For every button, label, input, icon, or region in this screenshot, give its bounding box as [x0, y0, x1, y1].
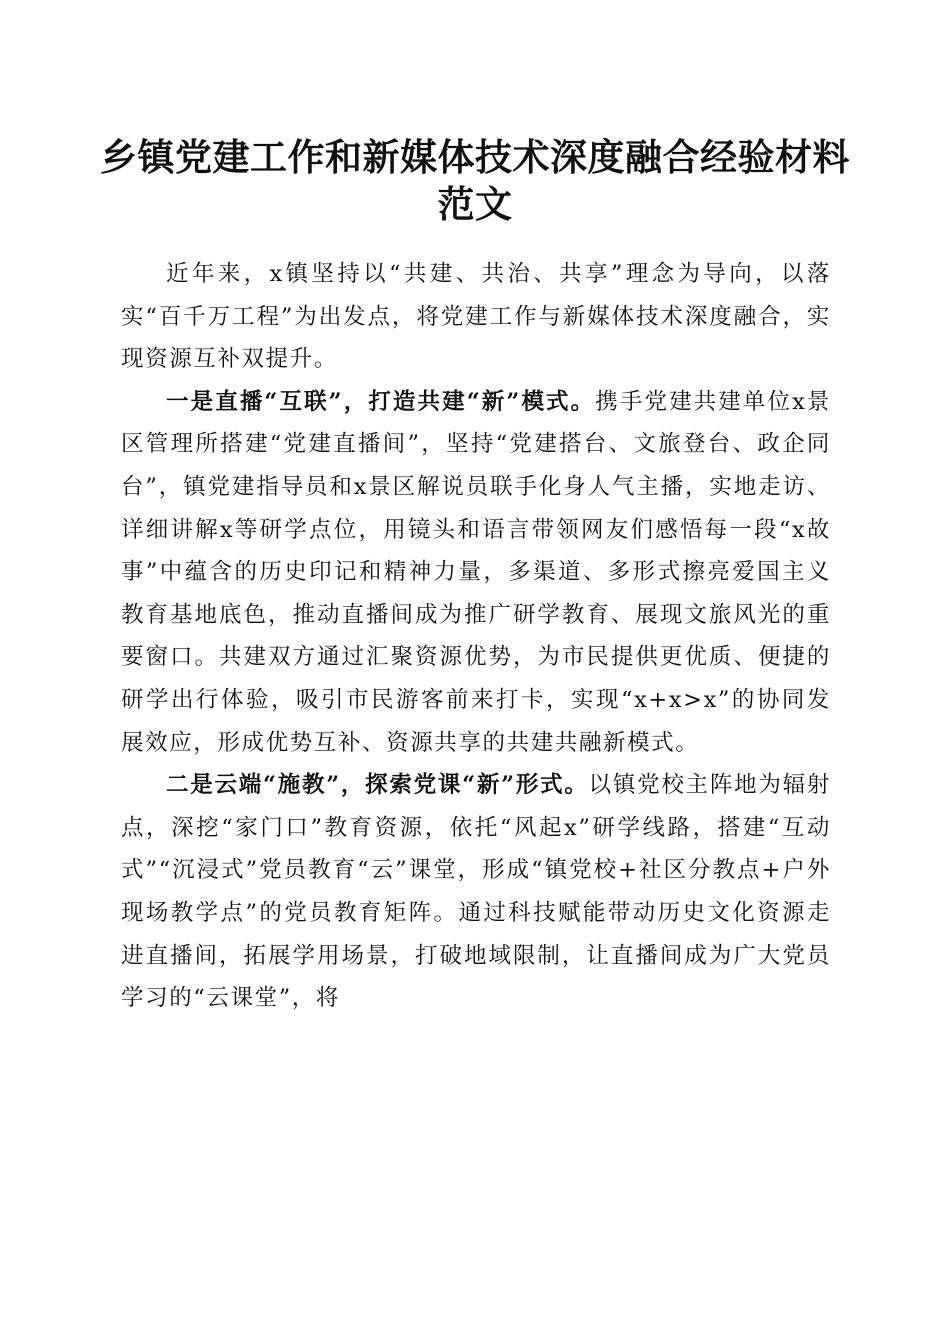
paragraph-text: 以镇党校主阵地为辐射点，深挖“家门口”教育资源，依托“风起x”研学线路，搭建“互动式”“沉浸式”党员教育“云”课堂，形成“镇党校+社区分教点+户外现场教学点”的党员教育矩阵。通过科技赋能带动历史文化资源走进直播间，拓展学用场景，打破地域限制，让直播间成为广大党员学习的“云课堂”，将 — [121, 772, 831, 1012]
paragraph-text: 近年来，x镇坚持以“共建、共治、共享”理念为导向，以落实“百千万工程”为出发点，将党建工作与新媒体技术深度融合，实现资源互补双提升。 — [121, 261, 831, 373]
paragraph-intro — [121, 253, 831, 381]
document-title: 乡镇党建工作和新媒体技术深度融合经验材料范文 — [100, 135, 850, 226]
document-body — [121, 253, 831, 1020]
paragraph-text: 携手党建共建单位x景区管理所搭建“党建直播间”，坚持“党建搭台、文旅登台、政企同台”，镇党建指导员和x景区解说员联手化身人气主播，实地走访、详细讲解x等研学点位，用镜头和语言带领网友们感悟每一段“x故事”中蕴含的历史印记和精神力量，多渠道、多形式擦亮爱国主义教育基地底色，推动直播间成为推广研学教育、展现文旅风光的重要窗口。共建双方通过汇聚资源优势，为市民提供更优质、便捷的研学出行体验，吸引市民游客前来打卡，实现“x+x>x”的协同发展效应，形成优势互补、资源共享的共建共融新模式。 — [121, 388, 831, 756]
paragraph-cloud-teaching — [121, 764, 831, 1020]
paragraph-lead: 一是直播“互联”，打造共建“新”模式。 — [166, 388, 596, 415]
paragraph-lead: 二是云端“施教”，探索党课“新”形式。 — [166, 772, 589, 799]
paragraph-livestream — [121, 381, 831, 764]
